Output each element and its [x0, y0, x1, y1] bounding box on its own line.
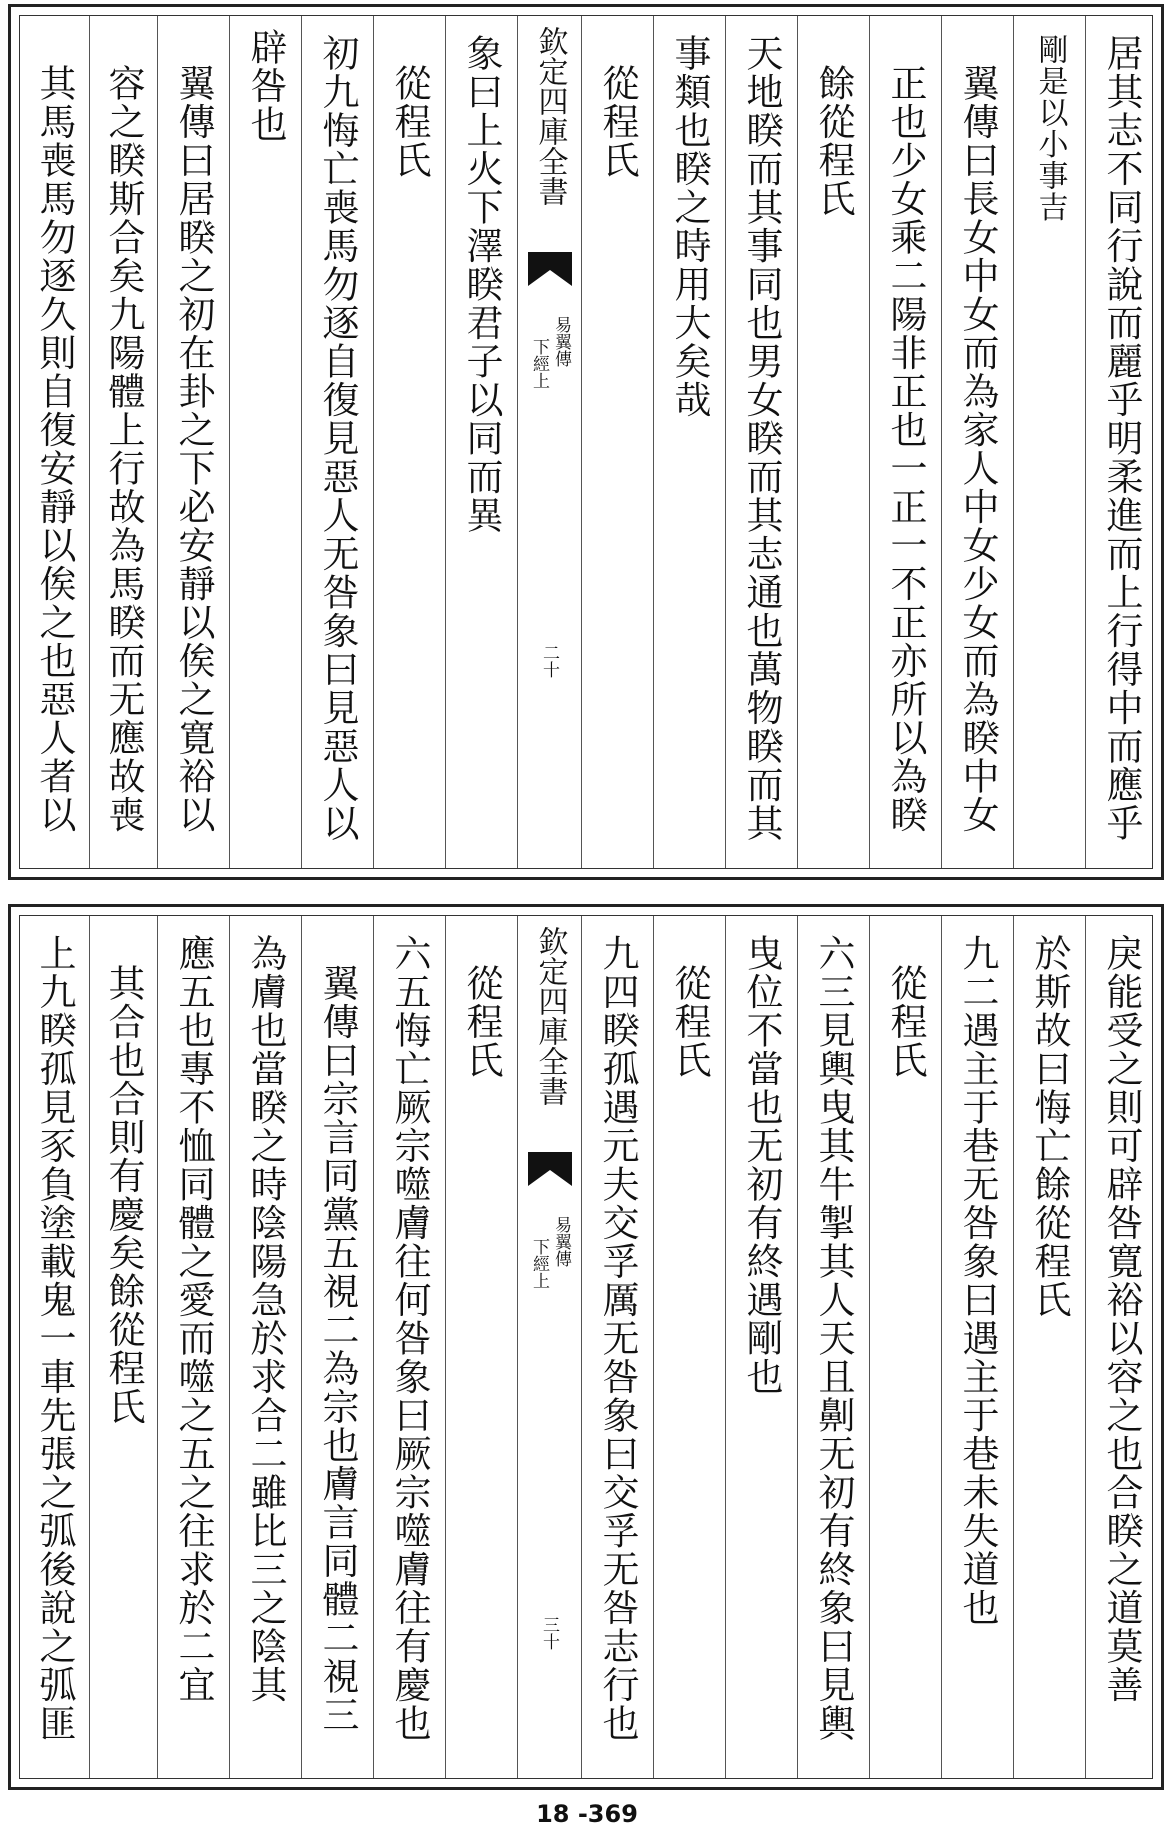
column-text: 從程氏: [388, 64, 431, 180]
column-text: 為膚也當睽之時陰陽急於求合二雖比三之陰其: [244, 934, 287, 1704]
column-text: 翼傳曰長女中女而為家人中女少女而為睽中女: [956, 64, 999, 834]
column-text: 戾能受之則可辟咎寛裕以容之也合睽之道莫善: [1100, 934, 1143, 1704]
leaf-number: 二十: [539, 644, 559, 678]
column-text: 象曰上火下澤睽君子以同而異: [460, 34, 503, 535]
text-column: [229, 16, 301, 868]
text-column: [89, 16, 157, 868]
column-text: 初九悔亡喪馬勿逐自復見惡人无咎象曰見惡人以: [316, 34, 359, 843]
center-gutter: [517, 916, 581, 1778]
book-label: 下經上: [529, 338, 549, 389]
text-column: [373, 916, 445, 1778]
column-text: 天地睽而其事同也男女睽而其志通也萬物睽而其: [740, 34, 783, 843]
column-text: 辟咎也: [244, 28, 287, 144]
text-column: [941, 916, 1013, 1778]
text-column: [301, 16, 373, 868]
text-column: [581, 916, 653, 1778]
column-text: 其馬喪馬勿逐久則自復安靜以俟之也惡人者以: [33, 64, 76, 834]
column-text: 餘從程氏: [812, 64, 855, 218]
text-column: [301, 916, 373, 1778]
text-column: [445, 916, 517, 1778]
text-frame-bottom: [19, 915, 1153, 1779]
column-text: 從程氏: [460, 964, 503, 1080]
page-panel-top: [8, 4, 1164, 880]
column-text: 翼傳曰居睽之初在卦之下必安靜以俟之寛裕以: [172, 64, 215, 834]
center-gutter: [517, 16, 581, 868]
page-footer-number: 18 -369: [536, 1800, 638, 1828]
fishtail-mark: [528, 252, 572, 286]
column-text: 居其志不同行說而麗乎明柔進而上行得中而應乎: [1100, 34, 1143, 843]
book-label: 易翼傳: [551, 316, 571, 367]
collection-title: 欽定四庫全書: [532, 26, 568, 206]
text-frame-top: [19, 15, 1153, 869]
collection-title: 欽定四庫全書: [532, 926, 568, 1106]
column-text: 上九睽孤見豕負塗載鬼一車先張之弧後說之弧匪: [33, 934, 76, 1743]
text-column: [1013, 916, 1085, 1778]
column-text: 從程氏: [596, 64, 639, 180]
text-column: [373, 16, 445, 868]
text-column: [157, 16, 229, 868]
text-column: [89, 916, 157, 1778]
column-text: 曳位不當也无初有終遇剛也: [740, 934, 783, 1396]
text-column: [229, 916, 301, 1778]
text-column: [1013, 16, 1085, 868]
column-text: 從程氏: [884, 964, 927, 1080]
column-text: 容之睽斯合矣九陽體上行故為馬睽而无應故喪: [102, 64, 145, 834]
text-column: [20, 916, 89, 1778]
text-column: [653, 916, 725, 1778]
text-column: [725, 916, 797, 1778]
column-text: 翼傳曰宗言同黨五視二為宗也膚言同體二視三: [316, 964, 359, 1734]
page-panel-bottom: [8, 904, 1164, 1790]
text-column: [797, 16, 869, 868]
column-text: 其合也合則有慶矣餘從程氏: [102, 964, 145, 1426]
text-column: [157, 916, 229, 1778]
text-column: [653, 16, 725, 868]
column-text: 事類也睽之時用大矣哉: [668, 34, 711, 419]
fishtail-mark: [528, 1152, 572, 1186]
column-text: 於斯故曰悔亡餘從程氏: [1028, 934, 1071, 1319]
column-text: 六三見輿曳其牛掣其人天且劓无初有終象曰見輿: [812, 934, 855, 1743]
book-label: 易翼傳: [551, 1216, 571, 1267]
text-column: [445, 16, 517, 868]
text-column: [797, 916, 869, 1778]
column-text: 九四睽孤遇元夫交孚厲无咎象曰交孚无咎志行也: [596, 934, 639, 1743]
column-text: 正也少女乘二陽非正也一正一不正亦所以為睽: [884, 64, 927, 834]
column-text: 九二遇主于巷无咎象曰遇主于巷未失道也: [956, 934, 999, 1627]
text-column: [20, 16, 89, 868]
text-column: [581, 16, 653, 868]
text-column: [869, 16, 941, 868]
text-column: [869, 916, 941, 1778]
column-text: 應五也專不恤同體之愛而噬之五之往求於二宜: [172, 934, 215, 1704]
text-column: [1085, 916, 1157, 1778]
column-text: 六五悔亡厥宗噬膚往何咎象曰厥宗噬膚往有慶也: [388, 934, 431, 1743]
leaf-number: 三十: [539, 1616, 559, 1650]
column-text: 從程氏: [668, 964, 711, 1080]
column-text: 剛是以小事吉: [1032, 34, 1068, 223]
text-column: [725, 16, 797, 868]
text-column: [941, 16, 1013, 868]
text-column: [1085, 16, 1157, 868]
book-label: 下經上: [529, 1238, 549, 1289]
